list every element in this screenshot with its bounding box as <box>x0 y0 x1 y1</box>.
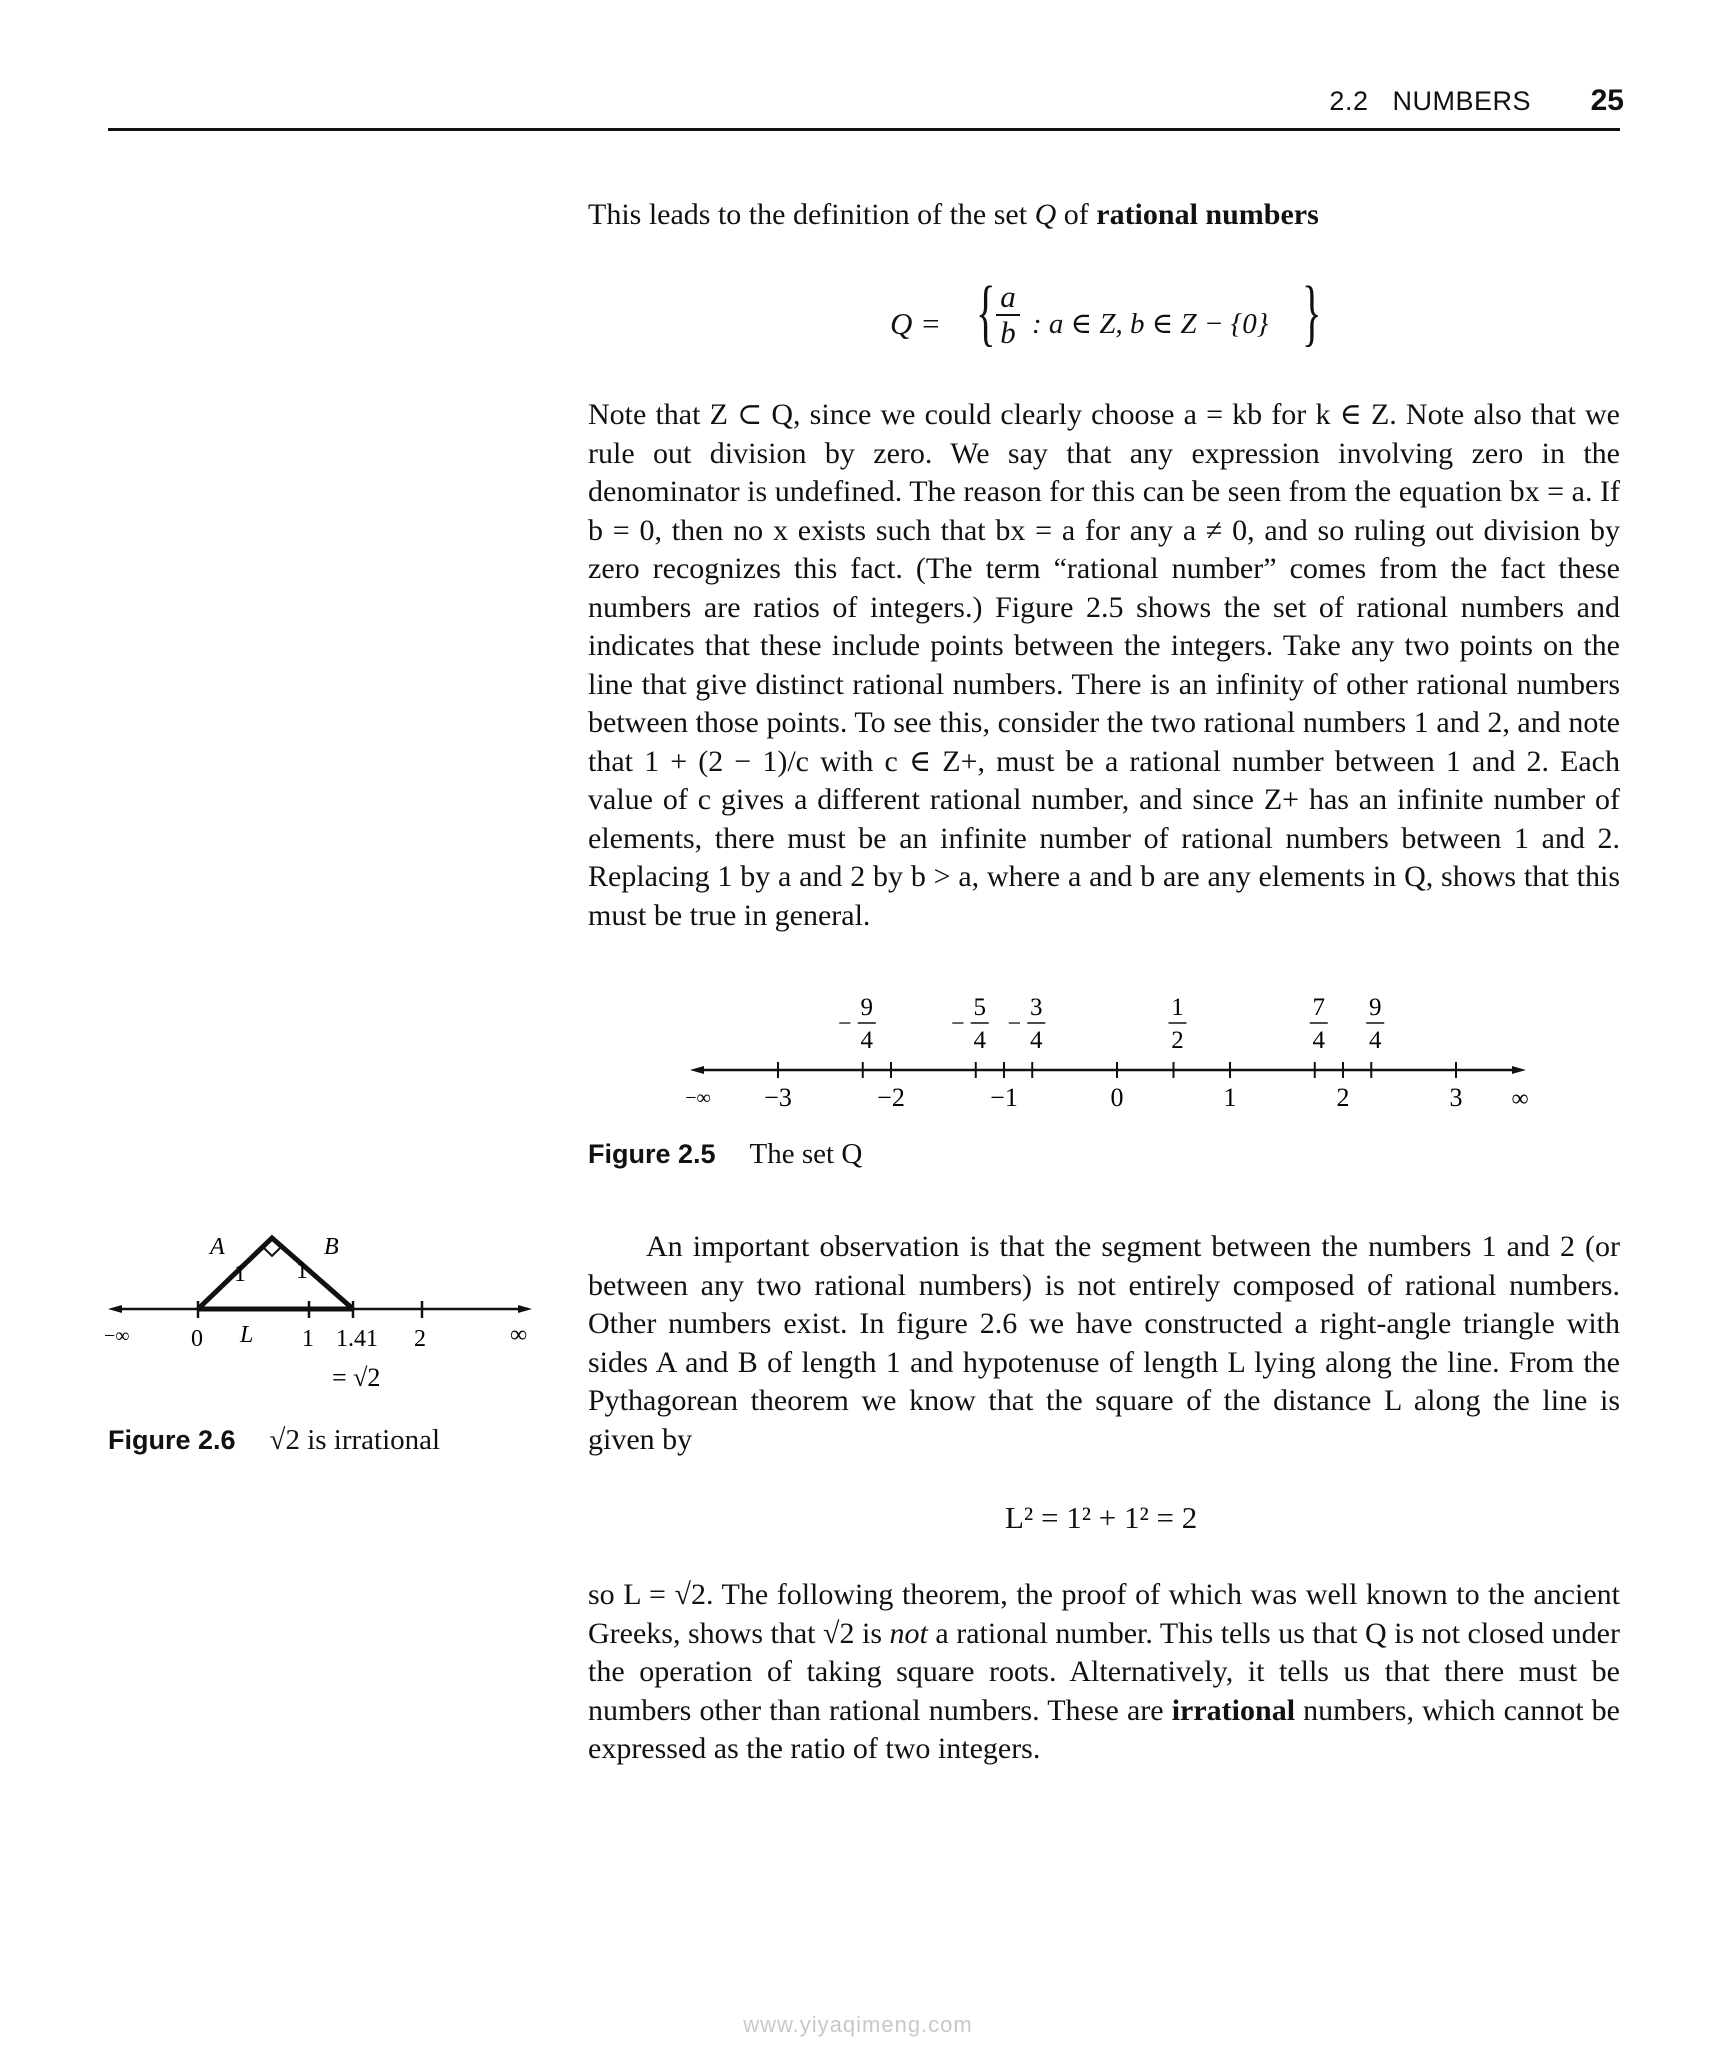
f25-frac-den-1: 4 <box>973 1027 986 1054</box>
f25-frac-den-0: 4 <box>860 1027 873 1054</box>
f25-int-label-5: 2 <box>1336 1083 1350 1112</box>
f26-tick-label-1: 1 <box>302 1326 314 1352</box>
f25-frac-num-5: 9 <box>1369 994 1382 1021</box>
figure-2-6-caption: Figure 2.6 √2 is irrational <box>108 1424 441 1456</box>
f26-arrow-left <box>108 1305 122 1313</box>
running-header <box>0 0 1716 140</box>
f26-arrow-right <box>518 1305 532 1313</box>
f26-neg-inf: −∞ <box>104 1325 130 1347</box>
f25-int-label-4: 1 <box>1223 1083 1237 1112</box>
f25-int-label-6: 3 <box>1449 1083 1463 1112</box>
f25-frac-num-2: 3 <box>1030 994 1043 1021</box>
f25-neg-inf: −∞ <box>685 1087 711 1109</box>
figure-2-5-number-line <box>680 985 1540 1135</box>
f25-frac-sign-0: − <box>837 1011 852 1037</box>
f26-tick-label-2: 2 <box>414 1326 426 1352</box>
eq-lhs: Q = <box>890 306 942 341</box>
f25-frac-den-2: 4 <box>1030 1027 1043 1054</box>
paragraph-rational-numbers: Note that Z ⊂ Q, since we could clearly choose a = kb for k ∈ Z. Note also that we rule out division by zero. We say that any expression involving zero in the denominator is undefined. The reason for this can be seen from the equation bx = a. If b = 0, then no x exists such that bx = a for any a ≠ 0, and so ruling out division by zero recognizes this fact. (The term “rational number” comes from the fact these numbers are ratios of integers.) Figure 2.5 shows the set of rational numbers and indicates that these include points between the integers. Take any two points on the line that give distinct rational numbers. There is an infinity of other rational numbers between those points. To see this, consider the two rational numbers 1 and 2, and note that 1 + (2 − 1)/c with c ∈ Z+, must be a rational number between 1 and 2. Each value of c gives a different rational number, and since Z+ has an infinite number of elements, there must be an infinite number of rational numbers between 1 and 2. Replacing 1 by a and 2 by b > a, where a and b are any elements in Q, shows that this must be true in general. <box>588 398 1620 932</box>
f25-pos-inf: ∞ <box>1511 1086 1529 1112</box>
eq-frac-den: b <box>1000 315 1016 350</box>
f26-label-L: L <box>240 1322 254 1348</box>
f25-frac-num-0: 9 <box>860 994 873 1021</box>
eq-brace-left: { <box>975 272 996 354</box>
f26-sqrt-label: = √2 <box>332 1363 381 1392</box>
f26-right-angle-mark <box>263 1247 281 1256</box>
eq-brace-right: } <box>1301 272 1322 354</box>
section-title: 2.2 NUMBERS <box>1329 86 1531 116</box>
figure-2-5-caption: Figure 2.5 The set Q <box>588 1138 863 1170</box>
page-number: 25 <box>1590 84 1624 117</box>
f25-int-label-3: 0 <box>1110 1083 1124 1112</box>
f25-frac-den-5: 4 <box>1369 1027 1382 1054</box>
equation-pythagoras: L² = 1² + 1² = 2 <box>1005 1500 1198 1535</box>
f26-label-A: A <box>210 1234 225 1260</box>
f26-pos-inf: ∞ <box>510 1322 528 1348</box>
f25-frac-sign-1: − <box>950 1011 965 1037</box>
f25-frac-den-3: 2 <box>1171 1027 1184 1054</box>
f25-frac-num-1: 5 <box>973 994 986 1021</box>
paragraph-irrational-observation: An important observation is that the segment between the numbers 1 and 2 (or between any two rational numbers) is not entirely composed of rational numbers. Other numbers exist. In figure 2.6 we have constructed a right-angle triangle with sides A and B of length 1 and hypotenuse of length L lying along the line. From the Pythagorean theorem we know that the square of the distance L along the line is given by <box>588 1230 1620 1456</box>
figure-2-6-triangle <box>100 1218 540 1398</box>
f25-int-label-0: −3 <box>764 1083 792 1112</box>
f26-tick-label-141: 1.41 <box>336 1326 378 1352</box>
f25-frac-num-4: 7 <box>1312 994 1325 1021</box>
f25-frac-sign-2: − <box>1007 1011 1022 1037</box>
f25-int-label-1: −2 <box>877 1083 905 1112</box>
f26-tick-label-0: 0 <box>191 1326 203 1352</box>
f25-frac-den-4: 4 <box>1312 1027 1325 1054</box>
eq-frac <box>996 279 1020 350</box>
eq-condition: : a ∈ Z, b ∈ Z − {0} <box>1032 308 1269 340</box>
header-rule <box>108 128 1620 131</box>
f26-label-B: B <box>324 1234 339 1260</box>
intro-line: This leads to the definition of the set Q of rational numbers <box>588 198 1319 231</box>
f25-int-label-2: −1 <box>990 1083 1018 1112</box>
eq-frac-num: a <box>1000 279 1016 314</box>
paragraph-irrational-numbers: so L = √2. The following theorem, the proof of which was well known to the ancient Greeks, shows that √2 is not a rational number. This tells us that Q is not closed under the operation of taking square roots. Alternatively, it tells us that there must be numbers other than rational numbers. These are irrational numbers, which cannot be expressed as the ratio of two integers. <box>588 1578 1620 1765</box>
f25-arrow-right <box>1512 1066 1526 1074</box>
watermark: www.yiyaqimeng.com <box>743 2012 973 2037</box>
f25-frac-num-3: 1 <box>1171 994 1184 1021</box>
f25-arrow-left <box>690 1066 704 1074</box>
f26-side-A: 1 <box>234 1261 246 1287</box>
f26-side-B: 1 <box>296 1258 308 1284</box>
